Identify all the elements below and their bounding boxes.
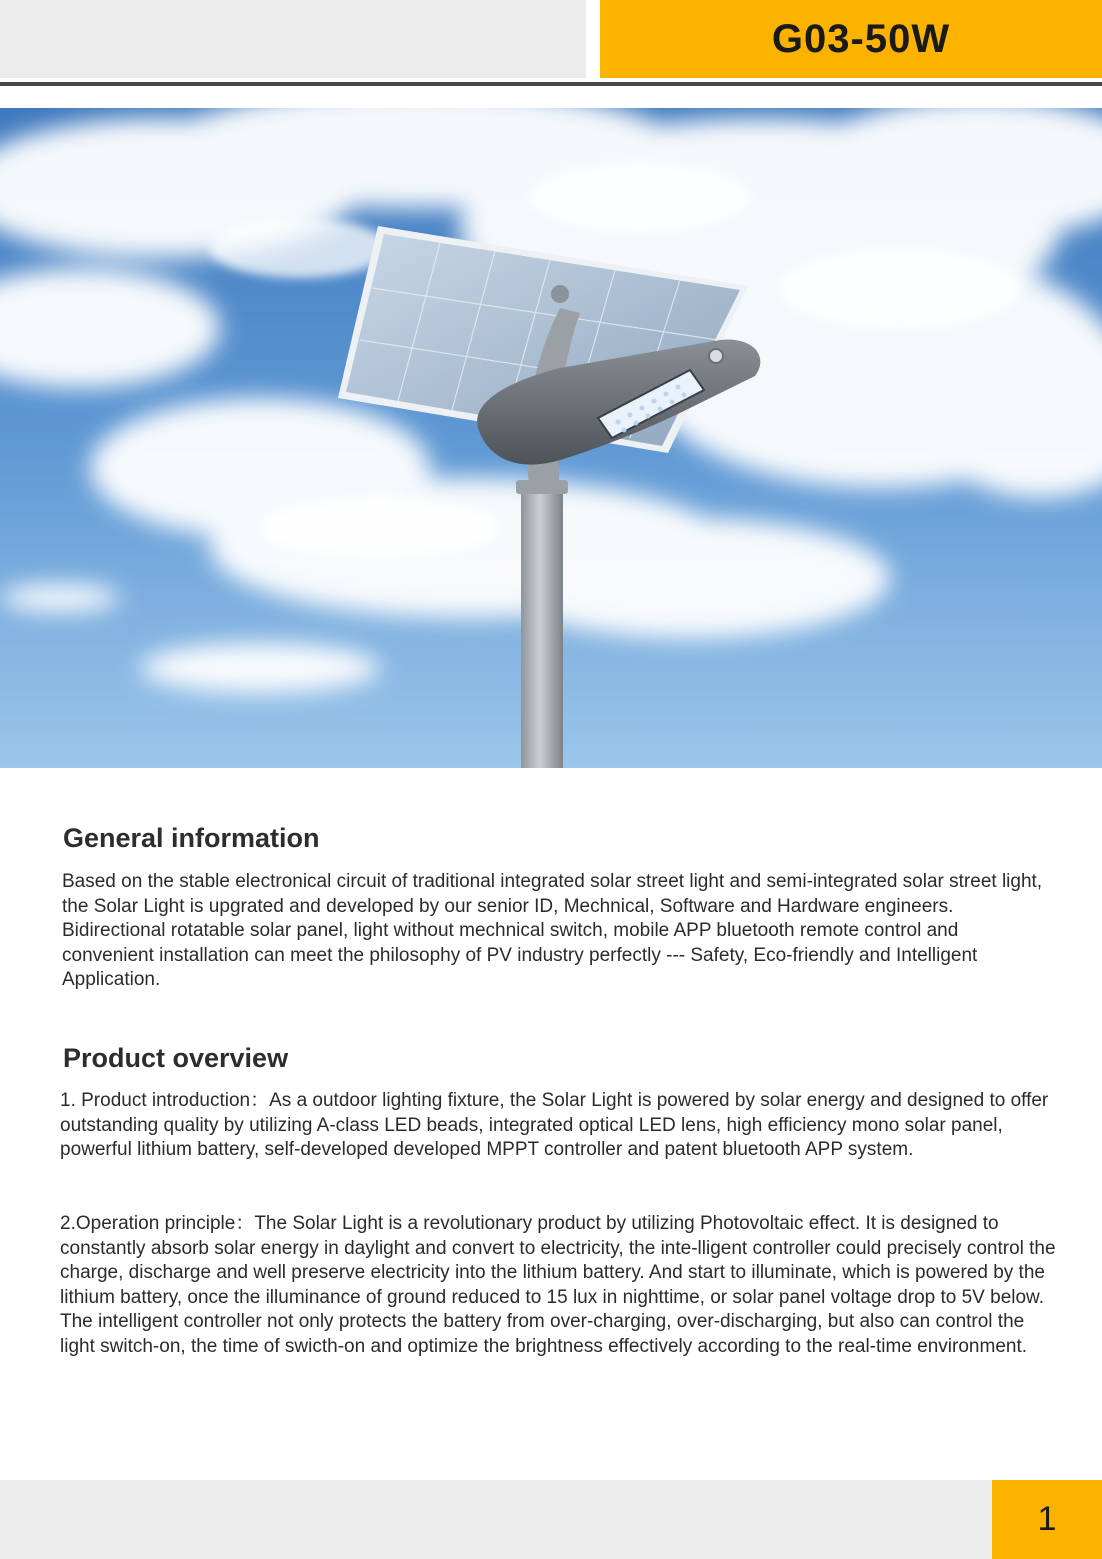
- header-left-band: [0, 0, 586, 78]
- footer-band: [0, 1480, 992, 1559]
- model-title: G03-50W: [771, 16, 951, 61]
- page-number-box: [992, 1480, 1102, 1559]
- product-introduction-text: 1. Product introduction：As a outdoor lighting fixture, the Solar Light is powered by solar energy and designed to offer outstanding quality by utilizing A-class LED beads, integrated optical LED lens, high efficiency mono solar panel, powerful lithium battery, self-developed developed MPPT controller and patent bluetooth APP system.: [60, 1090, 1049, 1161]
- product-overview-heading: Product overview: [63, 1043, 289, 1073]
- general-information-heading: General information: [63, 823, 320, 853]
- general-information-text: Based on the stable electronical circuit of traditional integrated solar street light and semi-integrated solar street light, the Solar Light is upgrated and developed by our senior ID, Mechnical, Software and Hardware engineers. Bidirectional rotatable solar panel, light without mechnical switch, mobile APP bluetooth remote control and convenient installation can meet the philosophy of PV industry perfectly --- Safety, Eco-friendly and Intelligent Application.: [62, 871, 1043, 991]
- operation-principle-text: 2.Operation principle：The Solar Light is a revolutionary product by utilizing Photovoltaic effect. It is designed to constantly absorb solar energy in daylight and convert to electricity, the inte-lligent controller could precisely control the charge, discharge and well preserve electricity into the lithium battery. And start to illuminate, which is powered by the lithium battery, once the illuminance of ground reduced to 15 lux in nighttime, or solar panel voltage drop to 5V below. The intelligent controller not only protects the battery from over-charging, over-discharging, but also can control the light switch-on, the time of swicth-on and optimize the brightness effectively according to the real-time environment.: [60, 1213, 1056, 1357]
- solar-street-light-illustration: [0, 108, 1102, 768]
- page-number: 1: [1037, 1500, 1057, 1538]
- hero-product-photo: [0, 108, 1102, 768]
- header-title-band: [600, 0, 1102, 78]
- header-divider: [0, 82, 1102, 86]
